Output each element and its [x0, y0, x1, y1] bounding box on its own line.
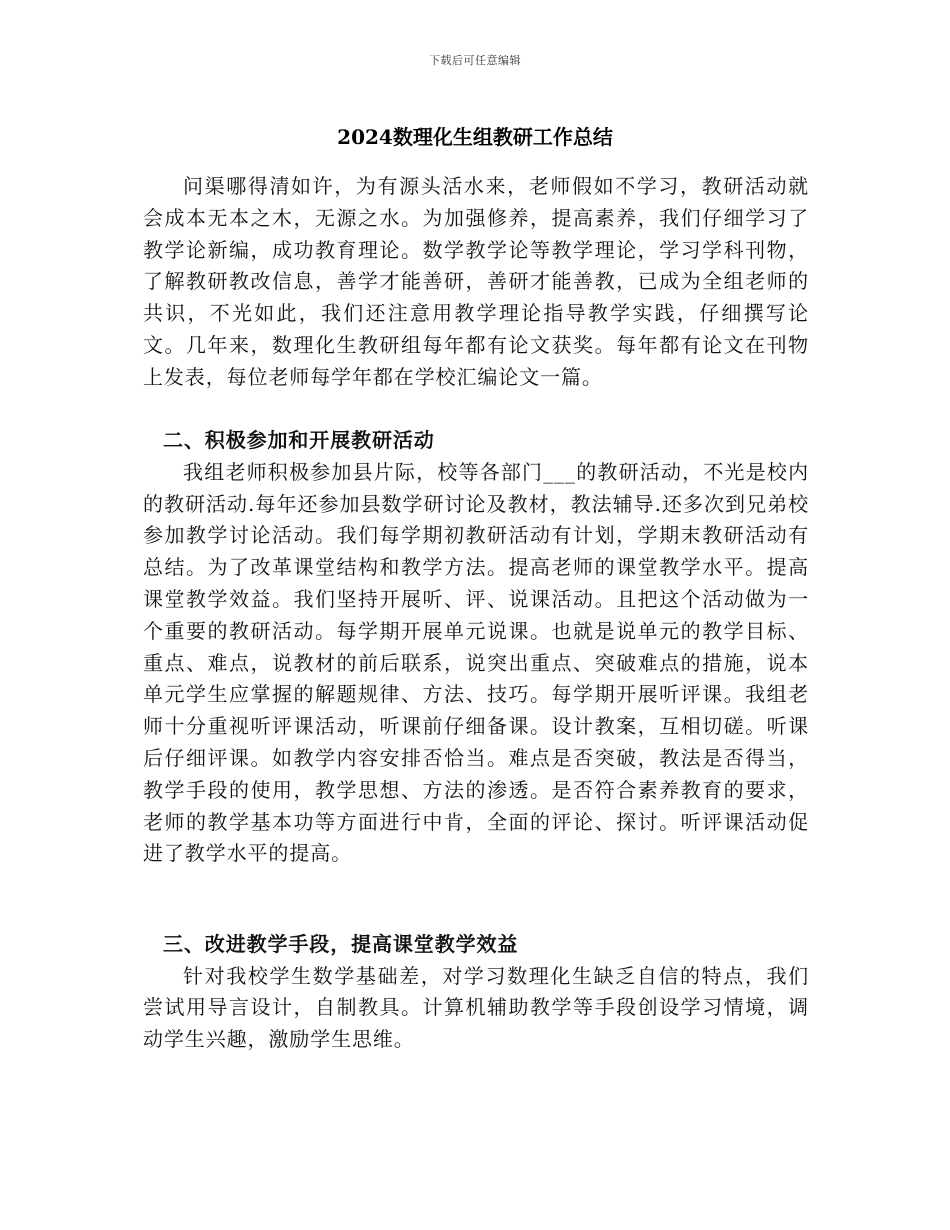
paragraph-intro: 问渠哪得清如许，为有源头活水来，老师假如不学习，教研活动就会成本无本之木，无源之水。为加强修养，提高素养，我们仔细学习了教学论新编，成功教育理论。数学教学论等教学理论，学习学科刊物，了解教研教改信息，善学才能善研，善研才能善教，已成为全组老师的共识，不光如此，我们还注意用教学理论指导教学实践，仔细撰写论文。几年来，数理化生教研组每年都有论文获奖。每年都有论文在刊物上发表，每位老师每学年都在学校汇编论文一篇。	[143, 174, 809, 389]
section-3-heading: 三、改进教学手段，提高课堂教学效益	[163, 931, 519, 956]
section-2-heading: 二、积极参加和开展教研活动	[163, 428, 435, 452]
header-note: 下载后可任意编辑	[429, 54, 521, 67]
paragraph-section-2: 我组老师积极参加县片际，校等各部门___的教研活动，不光是校内的教研活动.每年还参加县数学研讨论及教材，教法辅导.还多次到兄弟校参加教学讨论活动。我们每学期初教研活动有计划，学期末教研活动有总结。为了改革课堂结构和教学方法。提高老师的课堂教学水平。提高课堂教学效益。我们坚持开展听、评、说课活动。且把这个活动做为一个重要的教研活动。每学期开展单元说课。也就是说单元的教学目标、重点、难点，说教材的前后联系，说突出重点、突破难点的措施，说本单元学生应掌握的解题规律、方法、技巧。每学期开展听评课。我组老师十分重视听评课活动，听课前仔细备课。设计教案，互相切磋。听课后仔细评课。如教学内容安排否恰当。难点是否突破，教法是否得当，教学手段的使用，教学思想、方法的渗透。是否符合素养教育的要求，老师的教学基本功等方面进行中肯，全面的评论、探讨。听评课活动促进了教学水平的提高。	[143, 459, 809, 866]
document-body	[143, 171, 809, 1056]
document-title: 2024数理化生组教研工作总结	[337, 125, 613, 149]
paragraph-section-3: 针对我校学生数学基础差，对学习数理化生缺乏自信的特点，我们尝试用导言设计，自制教具。计算机辅助教学等手段创设学习情境，调动学生兴趣，激励学生思维。	[143, 963, 809, 1052]
